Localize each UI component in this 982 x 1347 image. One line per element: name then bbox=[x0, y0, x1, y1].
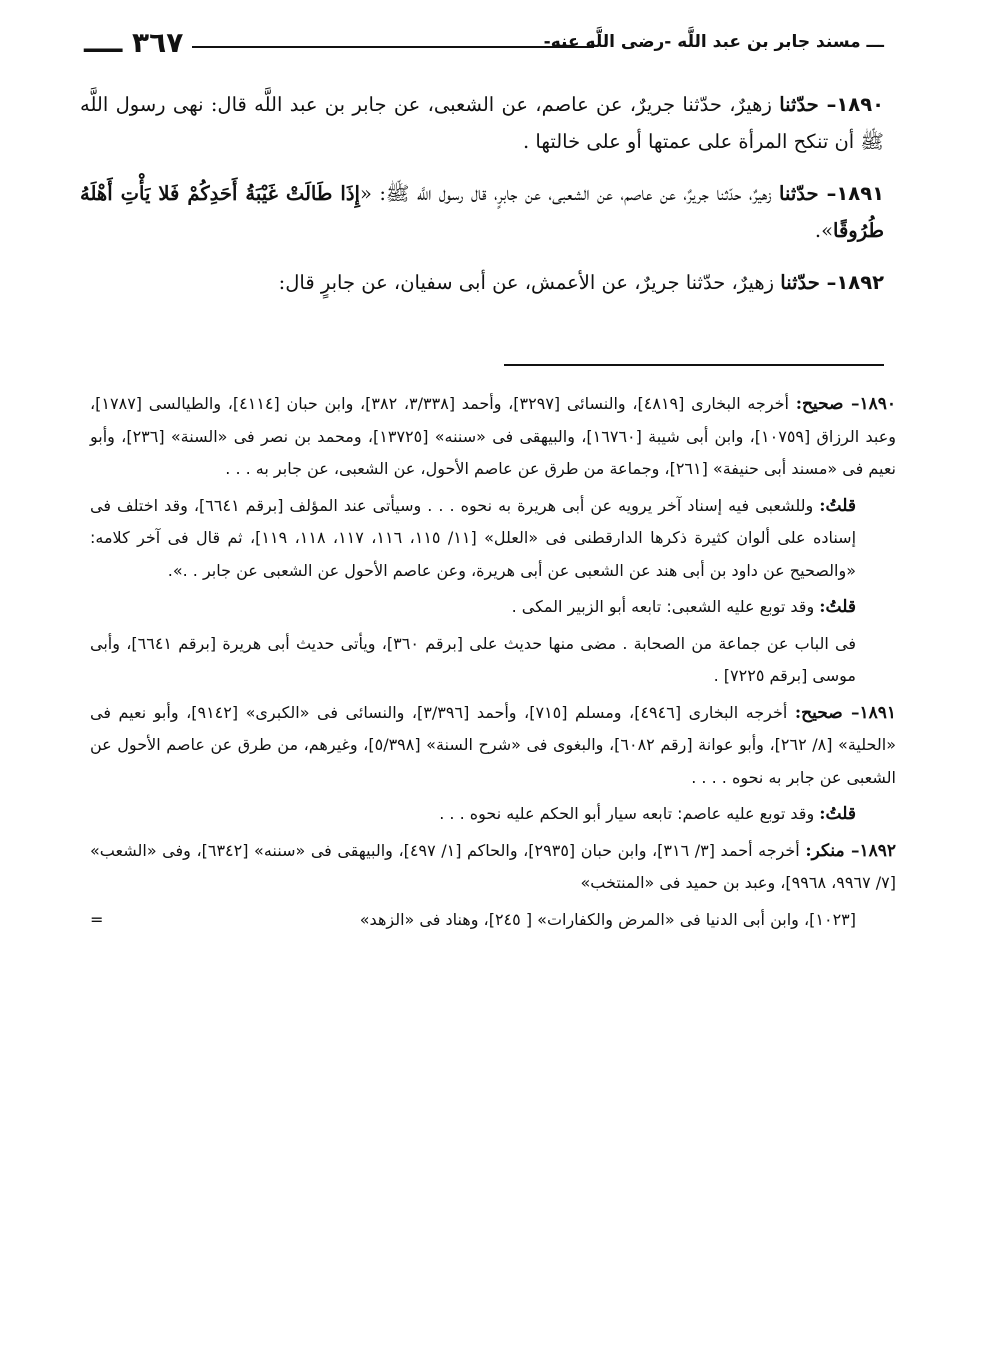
hadith-body: زهيرٌ، حدّثنا جريرٌ، عن الأعمش، عن أبى سفيان، عن جابرٍ قال: bbox=[278, 271, 781, 294]
note-number: ١٨٩٢– bbox=[844, 840, 897, 861]
note-remark bbox=[90, 591, 896, 624]
page-number: ٣٦٧ ــــ bbox=[84, 26, 184, 59]
remark-label: قلتُ: bbox=[819, 804, 856, 824]
remark-label: قلتُ: bbox=[819, 495, 856, 516]
note-number: ١٨٩٠– bbox=[843, 394, 897, 414]
hadith-lead: حدّثنا bbox=[779, 93, 819, 116]
page-header bbox=[84, 28, 884, 68]
remark-body: وللشعبى فيه إسناد آخر يرويه عن أبى هريرة به نحوه . . . وسيأتى عند المؤلف [برقم ٦٦٤١]، وقد اختلف فى إسناده على ألوان كثيرة ذكرها الدارقطنى فى «العلل» [١١/ ١١٥، ١١٦، ١١٧، ١١٨، ١١٩]، ثم قال فى آخر كلامه: «والصحيح عن داود بن أبى هند عن الشعبى عن أبى هريرة، وعن عاصم الأحول عن الشعبى عن جابر . .». bbox=[90, 495, 857, 580]
hadith-end: ». bbox=[814, 219, 834, 242]
note-1891 bbox=[90, 697, 896, 795]
hadith-text bbox=[80, 86, 884, 316]
remark-body: وقد توبع عليه عاصم: تابعه سيار أبو الحكم عليه نحوه . . . bbox=[439, 804, 820, 823]
footnote-separator bbox=[504, 364, 884, 366]
note-body: أخرجه أحمد [٣/ ٣١٦]، وابن حبان [٢٩٣٥]، والحاكم [١/ ٤٩٧]، والبيهقى فى «سننه» [٦٣٤٢]، وفى «الشعب» [٧/ ٩٩٦٧، ٩٩٦٨]، وعبد بن حميد فى «المنتخب» bbox=[90, 840, 896, 892]
note-grade: صحيح: bbox=[794, 702, 843, 723]
note-number: ١٨٩١– bbox=[842, 702, 897, 723]
hadith-body: زهيرٌ، حدّثنا جريرٌ، عن عاصم، عن الشعبى، عن جابرٍ، قال رسول اللَّه ﷺ: « bbox=[359, 182, 780, 205]
note-bab bbox=[90, 628, 896, 693]
hadith-lead: حدّثنا bbox=[780, 271, 820, 294]
note-1892-last-line bbox=[90, 904, 896, 937]
bab-body: فى الباب عن جماعة من الصحابة . مضى منها حديث على [برقم ٣٦٠]، ويأتى حديث أبى هريرة [برقم ٦٦٤١]، وأبى موسى [برقم ٧٢٢٥] . bbox=[90, 633, 857, 685]
hadith-number: ١٨٩٠– bbox=[818, 93, 884, 116]
note-body-end: [١٠٢٣]، وابن أبى الدنيا فى «المرض والكفارات» [ ٢٤٥]، وهناد فى «الزهد» bbox=[359, 909, 856, 929]
remark-label: قلتُ: bbox=[819, 597, 856, 617]
hadith-1891 bbox=[80, 175, 884, 249]
note-body: أخرجه البخارى [٤٩٤٦]، ومسلم [٧١٥]، وأحمد [٣/٣٩٦]، والنسائى فى «الكبرى» [٩١٤٢]، وأبو نعيم فى «الحلية» [٨/ ٢٦٢]، وأبو عوانة [رقم ٦٠٨٢]، والبغوى فى «شرح السنة» [٥/٣٩٨]، وغيرهم، من طرق عن عاصم الأحول عن الشعبى عن جابر به نحوه . . . . bbox=[90, 702, 896, 787]
note-grade: منكر: bbox=[805, 840, 845, 861]
footnotes bbox=[90, 388, 896, 936]
hadith-quote: إِذَا طَالَتْ غَيْبَةُ أَحَدِكُمْ فَلا يَأْتِ أَهْلَهُ طُرُوقًا bbox=[80, 182, 884, 242]
hadith-number: ١٨٩١– bbox=[818, 182, 884, 205]
note-1892 bbox=[90, 835, 896, 900]
continuation-mark: = bbox=[90, 909, 104, 929]
remark-body: وقد توبع عليه الشعبى: تابعه أبو الزبير المكى . bbox=[511, 597, 820, 616]
hadith-body: زهيرٌ، حدّثنا جريرٌ، عن عاصم، عن الشعبى، عن جابر بن عبد اللَّه قال: نهى رسول اللَّه ﷺ أن تنكح المرأة على عمتها أو على خالتها . bbox=[80, 93, 884, 153]
hadith-1892 bbox=[80, 264, 884, 301]
hadith-lead: حدّثنا bbox=[779, 182, 819, 205]
running-title: ـــ مسند جابر بن عبد اللَّه -رضى اللَّه عنه- bbox=[543, 32, 884, 52]
note-remark bbox=[90, 490, 896, 588]
hadith-number: ١٨٩٢– bbox=[819, 271, 884, 294]
note-grade: صحيح: bbox=[795, 394, 844, 414]
header-rule bbox=[192, 46, 594, 48]
note-remark bbox=[90, 798, 896, 831]
note-body: أخرجه البخارى [٤٨١٩]، والنسائى [٣٢٩٧]، وأحمد [٣/٣٣٨، ٣٨٢]، وابن حبان [٤١١٤]، والطيالسى [١٧٨٧]، وعبد الرزاق [١٠٧٥٩]، وابن أبى شيبة [١٦٧٦٠]، والبيهقى فى «سننه» [١٣٧٢٥]، ومحمد بن نصر فى «السنة» [٢٣٦]، وأبو نعيم فى «مسند أبى حنيفة» [٢٦١]، وجماعة من طرق عن عاصم الأحول، عن الشعبى، عن جابر به . . . bbox=[90, 394, 897, 478]
note-1890 bbox=[90, 388, 896, 486]
hadith-1890 bbox=[80, 86, 884, 160]
